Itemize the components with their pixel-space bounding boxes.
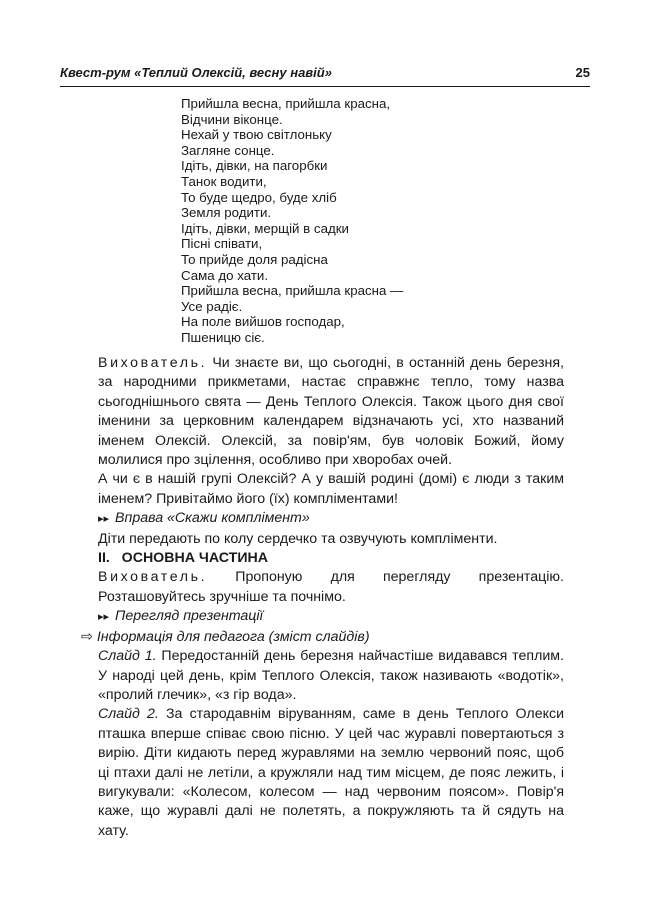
paragraph-teacher-1 — [98, 354, 564, 470]
poem-line: На поле вийшов господар, — [181, 314, 345, 330]
arrow-right-icon: ⇨ — [81, 628, 93, 645]
slide-label: Слайд 2. — [98, 706, 159, 723]
paragraph-text: Пропоную для перегляду презентацію. Розташовуйтесь зручніше та почнімо. — [98, 569, 564, 605]
page-number: 25 — [575, 65, 590, 80]
section-heading — [98, 549, 564, 568]
paragraph-text: А чи є в нашій групі Олексій? А у вашій родині (домі) є люди з таким іменем? Привітаймо його (їх) компліментами! — [98, 471, 564, 507]
poem — [181, 96, 501, 346]
slide-label: Слайд 1. — [98, 648, 157, 665]
poem-line: То буде щедро, буде хліб — [181, 189, 337, 205]
poem-line: Прийшла весна, прийшла красна — — [181, 283, 404, 299]
poem-line: Пшеницю сіє. — [181, 329, 265, 345]
paragraph-teacher-2 — [98, 568, 564, 607]
poem-line: Загляне сонце. — [181, 142, 275, 158]
slide-2-paragraph — [98, 705, 564, 841]
poem-line: Земля родити. — [181, 205, 272, 221]
paragraph-question — [98, 470, 564, 509]
poem-line: Нехай у твою світлоньку — [181, 127, 332, 143]
poem-line: То прийде доля радісна — [181, 251, 328, 267]
poem-line: Відчини віконце. — [181, 111, 283, 127]
exercise-title: Вправа «Скажи комплімент» — [115, 510, 310, 527]
double-arrow-icon: ▸▸ — [98, 611, 110, 624]
poem-line: Прийшла весна, прийшла красна, — [181, 96, 391, 111]
poem-line: Пісні співати, — [181, 236, 263, 252]
paragraph-text: За стародавнім віруванням, саме в день Теплого Олекси пташка вперше співає свою пісню. У цей час журавлі повертаються з вирію. Діти кидають перед журавлями на землю червоний пояс, щоб ці птахи далі не летіли, а кружляли над тим місцем, де пояс лежить, і вигукували: «Колесом, колесом — над червоним поясом». Повір'я каже, що журавлі далі не полетять, а покружляють та й сядуть на хату. — [98, 706, 564, 839]
section-title: ОСНОВНА ЧАСТИНА — [121, 550, 269, 567]
info-title: Інформація для педагога (зміст слайдів) — [96, 628, 370, 645]
running-title: Квест-рум «Теплий Олексій, весну навій» — [60, 65, 332, 80]
exercise-description — [98, 530, 564, 549]
section-number: ІІ. — [98, 550, 110, 567]
poem-line: Сама до хати. — [181, 267, 269, 283]
speaker-label: Вихователь. — [98, 355, 208, 371]
page-header — [60, 64, 590, 87]
paragraph-text: Передостанній день березня найчастіше видавався теплим. У народі цей день, крім Теплого Олексія, також називають «водотік», «пролий глечик», «з гір вода». — [98, 648, 564, 703]
poem-line: Усе радіє. — [181, 298, 243, 314]
slide-1-paragraph — [98, 647, 564, 705]
speaker-label: Вихователь. — [98, 569, 208, 586]
poem-line: Ідіть, дівки, на пагорбки — [181, 158, 328, 174]
info-heading — [81, 628, 564, 647]
presentation-heading — [98, 607, 564, 627]
exercise-heading — [98, 509, 564, 529]
paragraph-text: Діти передають по колу сердечко та озвучують компліменти. — [98, 530, 498, 547]
double-arrow-icon: ▸▸ — [98, 513, 110, 526]
poem-line: Ідіть, дівки, мерщій в садки — [181, 220, 349, 236]
main-content — [81, 354, 564, 841]
paragraph-text: Чи знаєте ви, що сьогодні, в останній день березня, за народними прикметами, настає справжнє тепло, тому назва сьогоднішнього свята — День Теплого Олексія. Також цього дня свої іменини за церковним календарем відзначають усі, хто названий іменем Олексій. Олексій, за повір'ям, був чоловік Божий, йому молилися про зцілення, особливо при хворобах очей. — [98, 355, 564, 469]
presentation-title: Перегляд презентації — [115, 608, 263, 625]
poem-line: Танок водити, — [181, 173, 267, 189]
